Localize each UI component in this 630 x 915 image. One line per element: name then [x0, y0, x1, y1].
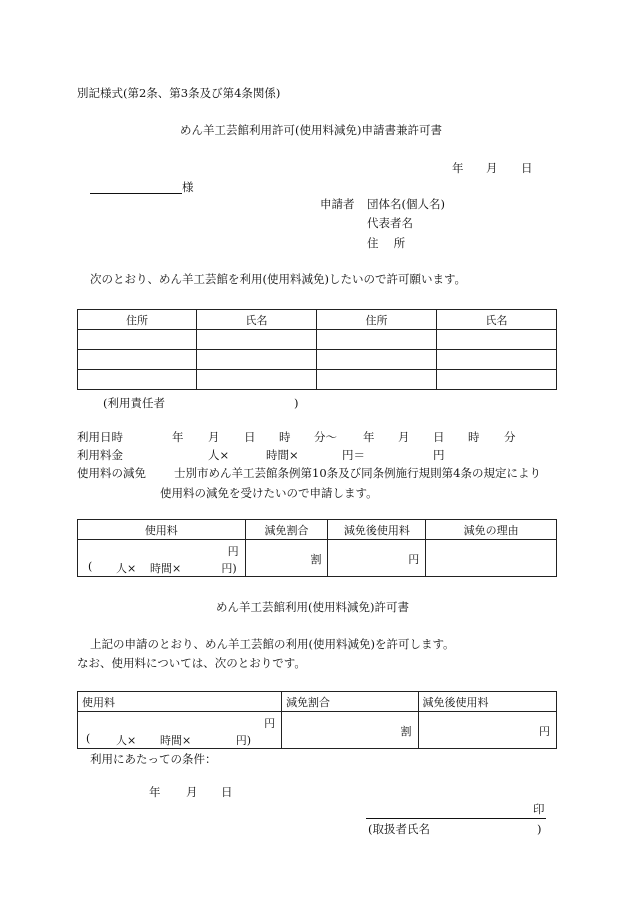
dt-unit: 時 — [279, 430, 291, 444]
permit-fee-header-ratio: 減免割合 — [282, 692, 418, 712]
permit-fee-amount-cell[interactable] — [78, 712, 282, 749]
member-cell[interactable] — [436, 350, 556, 370]
applicant-org: 団体名(個人名) — [367, 197, 445, 211]
date-day-label: 日 — [521, 161, 533, 175]
member-cell[interactable] — [316, 330, 436, 350]
seal-mark: 印 — [533, 802, 545, 816]
dt-unit: 年 — [172, 430, 184, 444]
app-fee-after-yen: 円 — [408, 553, 420, 566]
app-fee-ratio-cell[interactable] — [245, 540, 328, 577]
application-fee-table — [77, 519, 557, 577]
usage-reduction-label: 使用料の減免 — [77, 466, 146, 480]
date-year-label: 年 — [452, 161, 464, 175]
form-reference: 別記様式(第2条、第3条及び第4条関係) — [77, 86, 281, 100]
permit-fee-ratio-unit: 割 — [400, 725, 412, 738]
handler-name-close: ) — [537, 822, 542, 836]
handler-signature-line — [366, 818, 546, 819]
table-row — [78, 370, 557, 390]
app-fee-header-reason: 減免の理由 — [426, 520, 557, 540]
app-fee-header-ratio: 減免割合 — [245, 520, 328, 540]
usage-reduction-text-1: 士別市めん羊工芸館条例第10条及び同条例施行規則第4条の規定により — [174, 466, 541, 480]
members-header-address-2: 住所 — [316, 310, 436, 330]
permit-fee-ratio-cell[interactable] — [282, 712, 418, 749]
applicant-label: 申請者 — [320, 197, 355, 211]
document-title: めん羊工芸館利用許可(使用料減免)申請書兼許可書 — [180, 123, 442, 137]
handler-name-open: (取扱者氏名 — [368, 822, 430, 836]
addressee-suffix: 様 — [182, 180, 194, 194]
member-cell[interactable] — [197, 330, 317, 350]
dt-unit: 時 — [468, 430, 480, 444]
table-row — [78, 540, 557, 577]
intro-text: 次のとおり、めん羊工芸館を利用(使用料減免)したいので許可願います。 — [90, 272, 467, 286]
app-fee-ratio-unit: 割 — [310, 553, 322, 566]
app-fee-calc-people: 人× — [116, 562, 137, 575]
dt-unit: 分〜 — [314, 430, 337, 444]
app-fee-amount-cell[interactable] — [78, 540, 246, 577]
member-cell[interactable] — [197, 350, 317, 370]
dt-unit: 月 — [398, 430, 410, 444]
usage-reduction-text-2: 使用料の減免を受けたいので申請します。 — [160, 486, 378, 500]
permit-fee-calc-hours: 時間× — [160, 734, 192, 747]
usage-fee-yen: 円 — [433, 448, 445, 462]
usage-datetime-label: 利用日時 — [77, 430, 123, 444]
members-header-name-2: 氏名 — [436, 310, 556, 330]
permit-fee-yen: 円 — [264, 717, 276, 730]
table-row — [78, 330, 557, 350]
dt-unit: 日 — [433, 430, 445, 444]
permit-fee-header-fee: 使用料 — [78, 692, 282, 712]
member-cell[interactable] — [78, 330, 197, 350]
dt-unit: 年 — [363, 430, 375, 444]
table-row — [78, 712, 557, 749]
usage-fee-hours: 時間× — [266, 448, 299, 462]
app-fee-calc-hours: 時間× — [150, 562, 182, 575]
dt-unit: 月 — [208, 430, 220, 444]
usage-fee-people: 人× — [208, 448, 230, 462]
table-row — [78, 350, 557, 370]
app-fee-header-after: 減免後使用料 — [328, 520, 426, 540]
member-cell[interactable] — [78, 350, 197, 370]
dt-unit: 分 — [504, 430, 516, 444]
date-month-label: 月 — [486, 161, 498, 175]
app-fee-yen: 円 — [227, 545, 239, 558]
footer-date-year: 年 — [149, 785, 161, 799]
permit-fee-calc-open: ( — [86, 732, 91, 745]
permit-fee-after-yen: 円 — [539, 725, 550, 738]
app-fee-calc-close: 円) — [221, 562, 237, 575]
app-fee-after-cell[interactable] — [328, 540, 426, 577]
member-cell[interactable] — [78, 370, 197, 390]
responsible-close: ) — [294, 396, 299, 410]
applicant-address: 住 所 — [367, 236, 406, 250]
app-fee-header-fee: 使用料 — [78, 520, 246, 540]
member-cell[interactable] — [316, 350, 436, 370]
members-header-name-1: 氏名 — [197, 310, 317, 330]
applicant-representative: 代表者名 — [367, 216, 413, 230]
footer-date-day: 日 — [221, 785, 233, 799]
addressee-line — [90, 193, 182, 194]
usage-fee-equals: 円＝ — [342, 448, 365, 462]
conditions-label: 利用にあたっての条件： — [90, 752, 217, 766]
members-header-address-1: 住所 — [78, 310, 197, 330]
dt-unit: 日 — [244, 430, 256, 444]
app-fee-calc-open: ( — [88, 560, 93, 573]
member-cell[interactable] — [436, 370, 556, 390]
permit-fee-calc-close: 円) — [235, 734, 252, 747]
permit-fee-header-after: 減免後使用料 — [418, 692, 556, 712]
permit-text-2: なお、使用料については、次のとおりです。 — [77, 656, 306, 670]
member-cell[interactable] — [436, 330, 556, 350]
permit-fee-calc-people: 人× — [116, 734, 137, 747]
permit-fee-table — [77, 691, 557, 749]
usage-fee-label: 利用料金 — [77, 448, 123, 462]
app-fee-reason-cell[interactable] — [426, 540, 557, 577]
footer-date-month: 月 — [186, 785, 198, 799]
member-cell[interactable] — [197, 370, 317, 390]
members-table — [77, 309, 557, 390]
permit-fee-after-cell[interactable] — [418, 712, 556, 749]
permit-text-1: 上記の申請のとおり、めん羊工芸館の利用(使用料減免)を許可します。 — [90, 637, 455, 651]
responsible-open: (利用責任者 — [103, 396, 165, 410]
member-cell[interactable] — [316, 370, 436, 390]
permit-title: めん羊工芸館利用(使用料減免)許可書 — [216, 600, 409, 614]
